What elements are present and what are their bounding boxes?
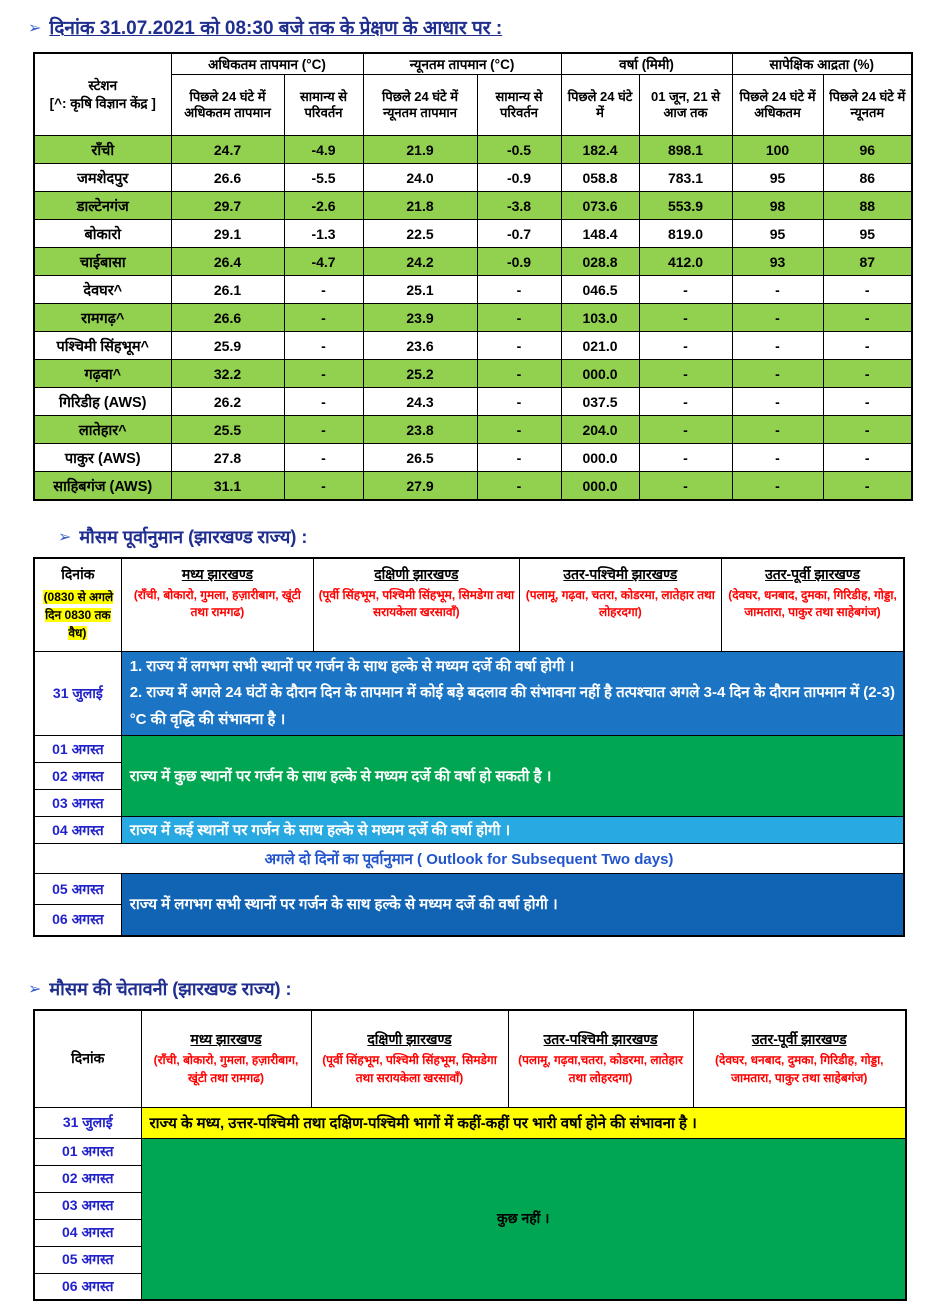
max-temp: 31.1	[171, 472, 284, 501]
rh-max: -	[732, 472, 823, 501]
min-dev: -0.9	[477, 164, 561, 192]
table-row	[34, 332, 912, 360]
warning-text-aug: कुछ नहीं ।	[141, 1138, 906, 1300]
max24-subheader: पिछले 24 घंटे में अधिकतम तापमान	[171, 75, 284, 136]
region-districts: (पूर्वी सिंहभूम, पश्चिमी सिंहभूम, सिमडेगा तथा सरायकेला खरसावाँ)	[317, 587, 515, 622]
date-cell: 01 अगस्त	[34, 1138, 141, 1165]
rh-max: -	[732, 360, 823, 388]
date-cell: 04 अगस्त	[34, 1219, 141, 1246]
rain-cum: 412.0	[639, 248, 732, 276]
table-row	[34, 472, 912, 501]
max-temp: 25.9	[171, 332, 284, 360]
rain-cum: -	[639, 360, 732, 388]
max-dev: -	[284, 276, 363, 304]
warning-table	[33, 1009, 907, 1301]
date-cell: 04 अगस्त	[34, 817, 121, 844]
station-column-header	[34, 53, 171, 136]
station-name: राँची	[34, 136, 171, 164]
max-dev: -	[284, 304, 363, 332]
region-title: मध्य झारखण्ड	[145, 1030, 308, 1049]
rain24-subheader: पिछले 24 घंटे में	[561, 75, 639, 136]
warning-heading-text: मौसम की चेतावनी (झारखण्ड राज्य) :	[49, 977, 291, 1001]
rain-24h: 073.6	[561, 192, 639, 220]
region-title: उतर-पश्चिमी झारखण्ड	[512, 1030, 690, 1049]
rh-min: 87	[823, 248, 912, 276]
region-title: दक्षिणी झारखण्ड	[315, 1030, 505, 1049]
table-row	[34, 388, 912, 416]
rh-min: 96	[823, 136, 912, 164]
region-header-northeast	[693, 1010, 906, 1108]
min-dev: -	[477, 416, 561, 444]
min-temp: 24.2	[363, 248, 477, 276]
station-header-line2: [^: कृषि विज्ञान केंद्र ]	[38, 95, 168, 113]
humidity-group-header: सापेक्षिक आद्रता (%)	[732, 53, 912, 75]
rh-min: -	[823, 360, 912, 388]
observation-heading	[28, 14, 931, 40]
station-name: डाल्टेनगंज	[34, 192, 171, 220]
rain-24h: 103.0	[561, 304, 639, 332]
min-dev: -0.7	[477, 220, 561, 248]
max-temp: 27.8	[171, 444, 284, 472]
warning-text-31jul: राज्य के मध्य, उत्तर-पश्चिमी तथा दक्षिण-पश्चिमी भागों में कहीं-कहीं पर भारी वर्षा होने की संभावना है ।	[141, 1107, 906, 1138]
min-dev: -3.8	[477, 192, 561, 220]
rain-24h: 037.5	[561, 388, 639, 416]
rain-cum: -	[639, 276, 732, 304]
table-row	[34, 192, 912, 220]
max-temp: 32.2	[171, 360, 284, 388]
station-name: बोकारो	[34, 220, 171, 248]
min-temp: 21.8	[363, 192, 477, 220]
table-row	[34, 276, 912, 304]
max-dev: -	[284, 472, 363, 501]
rh-min: 95	[823, 220, 912, 248]
rain-24h: 000.0	[561, 360, 639, 388]
forecast-table	[33, 557, 905, 937]
max-temp-group-header: अधिकतम तापमान (°C)	[171, 53, 363, 75]
min-temp: 24.0	[363, 164, 477, 192]
min-dev: -0.5	[477, 136, 561, 164]
rain-cum: -	[639, 304, 732, 332]
date-header-label: दिनांक	[38, 1049, 138, 1068]
table-row	[34, 164, 912, 192]
min-temp-group-header: न्यूनतम तापमान (°C)	[363, 53, 561, 75]
rh-max: -	[732, 388, 823, 416]
min-temp: 21.9	[363, 136, 477, 164]
date-cell: 06 अगस्त	[34, 905, 121, 936]
rh-min: -	[823, 472, 912, 501]
region-districts: (देवघर, धनबाद, दुमका, गिरिडीह, गोड्डा, जामतारा, पाकुर तथा साहेबगंज)	[697, 1052, 903, 1087]
rh-min: -	[823, 276, 912, 304]
station-name: जमशेदपुर	[34, 164, 171, 192]
region-districts: (देवघर, धनबाद, दुमका, गिरिडीह, गोड्डा, जामतारा, पाकुर तथा साहेबगंज)	[725, 587, 900, 622]
date-cell: 31 जुलाई	[34, 652, 121, 736]
max-dev: -	[284, 388, 363, 416]
forecast-heading	[58, 525, 931, 549]
forecast-line-2: 2. राज्य में अगले 24 घंटों के दौरान दिन के तापमान में कोई बड़े बदलाव की संभावना नहीं है तत्पश्चात अगले 3-4 दिन के दौरान तापमान में (2-3)°C की वृद्धि की संभावना है ।	[130, 680, 895, 733]
rain-24h: 204.0	[561, 416, 639, 444]
date-cell: 02 अगस्त	[34, 763, 121, 790]
station-name: पाकुर (AWS)	[34, 444, 171, 472]
warning-date-header	[34, 1010, 141, 1108]
warning-row-31jul	[34, 1107, 906, 1138]
rain-cum: 898.1	[639, 136, 732, 164]
min-temp: 25.2	[363, 360, 477, 388]
forecast-row-31jul	[34, 652, 904, 736]
station-name: चाईबासा	[34, 248, 171, 276]
table-row	[34, 444, 912, 472]
table-row	[34, 136, 912, 164]
min-dev-subheader: सामान्य से परिवर्तन	[477, 75, 561, 136]
rh-max: -	[732, 304, 823, 332]
rh-max: -	[732, 332, 823, 360]
rh-min: -	[823, 304, 912, 332]
weather-bulletin-page	[0, 14, 931, 1294]
max-temp: 24.7	[171, 136, 284, 164]
table-row	[34, 304, 912, 332]
max-dev: -1.3	[284, 220, 363, 248]
rain-24h: 046.5	[561, 276, 639, 304]
rain-cum-subheader: 01 जून, 21 से आज तक	[639, 75, 732, 136]
station-name: देवघर^	[34, 276, 171, 304]
humidity-max-subheader: पिछले 24 घंटे में अधिकतम	[732, 75, 823, 136]
warning-row-01aug	[34, 1138, 906, 1165]
min-temp: 24.3	[363, 388, 477, 416]
rain-24h: 000.0	[561, 444, 639, 472]
rh-max: 100	[732, 136, 823, 164]
observation-heading-text: दिनांक 31.07.2021 को 08:30 बजे तक के प्रेक्षण के आधार पर :	[49, 14, 502, 40]
forecast-row-04aug	[34, 817, 904, 844]
region-title: मध्य झारखण्ड	[125, 565, 310, 584]
warning-heading	[28, 977, 931, 1001]
humidity-min-subheader: पिछले 24 घंटे में न्यूनतम	[823, 75, 912, 136]
region-title: उतर-पूर्वी झारखण्ड	[697, 1030, 903, 1049]
date-cell: 03 अगस्त	[34, 1192, 141, 1219]
max-temp: 26.6	[171, 164, 284, 192]
rh-max: 95	[732, 220, 823, 248]
max-dev: -	[284, 360, 363, 388]
outlook-title: अगले दो दिनों का पूर्वानुमान ( Outlook for Subsequent Two days)	[34, 844, 904, 874]
min-dev: -	[477, 304, 561, 332]
min-dev: -	[477, 444, 561, 472]
rain-24h: 000.0	[561, 472, 639, 501]
station-name: पश्चिमी सिंहभूम^	[34, 332, 171, 360]
arrow-bullet-icon: ➢	[28, 979, 41, 999]
forecast-row-01aug	[34, 736, 904, 763]
forecast-line-1: 1. राज्य में लगभग सभी स्थानों पर गर्जन के साथ हल्के से मध्यम दर्जे की वर्षा होगी ।	[130, 654, 895, 680]
region-title: उतर-पूर्वी झारखण्ड	[725, 565, 900, 584]
min-temp: 25.1	[363, 276, 477, 304]
region-header-south	[311, 1010, 508, 1108]
min-temp: 23.6	[363, 332, 477, 360]
date-validity-note: (0830 से अगले दिन 0830 तक वैध)	[38, 588, 118, 642]
rh-max: -	[732, 276, 823, 304]
rh-min: -	[823, 416, 912, 444]
rh-min: -	[823, 444, 912, 472]
arrow-bullet-icon: ➢	[28, 18, 41, 38]
table-row	[34, 360, 912, 388]
forecast-text-04aug: राज्य में कई स्थानों पर गर्जन के साथ हल्के से मध्यम दर्जे की वर्षा होगी ।	[121, 817, 904, 844]
date-cell: 05 अगस्त	[34, 1246, 141, 1273]
min24-subheader: पिछले 24 घंटे में न्यूनतम तापमान	[363, 75, 477, 136]
rain-cum: -	[639, 332, 732, 360]
station-name: रामगढ़^	[34, 304, 171, 332]
arrow-bullet-icon: ➢	[58, 527, 71, 547]
region-header-central	[141, 1010, 311, 1108]
region-districts: (पलामू, गढ़वा, चतरा, कोडरमा, लातेहार तथा लोहरदगा)	[523, 587, 718, 622]
max-temp: 26.4	[171, 248, 284, 276]
rh-max: 95	[732, 164, 823, 192]
max-dev: -	[284, 444, 363, 472]
date-cell: 03 अगस्त	[34, 790, 121, 817]
min-temp: 23.9	[363, 304, 477, 332]
min-temp: 23.8	[363, 416, 477, 444]
max-dev: -5.5	[284, 164, 363, 192]
region-header-northeast	[722, 558, 904, 652]
max-temp: 29.1	[171, 220, 284, 248]
rh-max: 98	[732, 192, 823, 220]
min-temp: 22.5	[363, 220, 477, 248]
max-dev: -4.7	[284, 248, 363, 276]
region-header-northwest	[508, 1010, 693, 1108]
forecast-row-05aug	[34, 874, 904, 905]
rh-max: 93	[732, 248, 823, 276]
rh-max: -	[732, 416, 823, 444]
region-header-central	[121, 558, 313, 652]
forecast-date-header	[34, 558, 121, 652]
min-temp: 27.9	[363, 472, 477, 501]
rh-max: -	[732, 444, 823, 472]
station-name: लातेहार^	[34, 416, 171, 444]
rain-24h: 028.8	[561, 248, 639, 276]
max-dev-subheader: सामान्य से परिवर्तन	[284, 75, 363, 136]
region-header-south	[314, 558, 519, 652]
max-dev: -	[284, 416, 363, 444]
observation-table	[33, 52, 913, 501]
date-cell: 02 अगस्त	[34, 1165, 141, 1192]
forecast-text-05-06aug: राज्य में लगभग सभी स्थानों पर गर्जन के साथ हल्के से मध्यम दर्जे की वर्षा होगी ।	[121, 874, 904, 936]
rh-min: -	[823, 388, 912, 416]
region-districts: (पलामू, गढ़वा,चतरा, कोडरमा, लातेहार तथा लोहरदगा)	[512, 1052, 690, 1087]
max-temp: 26.6	[171, 304, 284, 332]
rh-min: 88	[823, 192, 912, 220]
region-districts: (पूर्वी सिंहभूम, पश्चिमी सिंहभूम, सिमडेगा तथा सरायकेला खरसावाँ)	[315, 1052, 505, 1087]
table-row	[34, 248, 912, 276]
region-header-northwest	[519, 558, 721, 652]
station-name: गिरिडीह (AWS)	[34, 388, 171, 416]
min-dev: -	[477, 332, 561, 360]
forecast-text-31jul	[121, 652, 904, 736]
table-row	[34, 416, 912, 444]
min-dev: -0.9	[477, 248, 561, 276]
min-dev: -	[477, 276, 561, 304]
max-temp: 26.1	[171, 276, 284, 304]
rain-cum: 819.0	[639, 220, 732, 248]
rain-cum: -	[639, 416, 732, 444]
outlook-row	[34, 844, 904, 874]
region-title: उतर-पश्चिमी झारखण्ड	[523, 565, 718, 584]
max-temp: 29.7	[171, 192, 284, 220]
date-cell: 05 अगस्त	[34, 874, 121, 905]
region-districts: (राँची, बोकारो, गुमला, हज़ारीबाग, खूंटी तथा रामगढ)	[145, 1052, 308, 1087]
station-header-line1: स्टेशन	[38, 77, 168, 95]
min-temp: 26.5	[363, 444, 477, 472]
rain-cum: -	[639, 472, 732, 501]
table-row	[34, 220, 912, 248]
min-dev: -	[477, 472, 561, 501]
max-dev: -2.6	[284, 192, 363, 220]
rain-24h: 182.4	[561, 136, 639, 164]
rh-min: 86	[823, 164, 912, 192]
rain-24h: 058.8	[561, 164, 639, 192]
max-dev: -	[284, 332, 363, 360]
date-cell: 01 अगस्त	[34, 736, 121, 763]
rain-cum: 783.1	[639, 164, 732, 192]
min-dev: -	[477, 388, 561, 416]
max-temp: 25.5	[171, 416, 284, 444]
rain-24h: 148.4	[561, 220, 639, 248]
rain-24h: 021.0	[561, 332, 639, 360]
date-cell: 06 अगस्त	[34, 1273, 141, 1300]
station-name: गढ़वा^	[34, 360, 171, 388]
forecast-heading-text: मौसम पूर्वानुमान (झारखण्ड राज्य) :	[79, 525, 307, 549]
rain-group-header: वर्षा (मिमी)	[561, 53, 732, 75]
date-cell: 31 जुलाई	[34, 1107, 141, 1138]
region-districts: (राँची, बोकारो, गुमला, हज़ारीबाग, खूंटी तथा रामगढ)	[125, 587, 310, 622]
rh-min: -	[823, 332, 912, 360]
rain-cum: 553.9	[639, 192, 732, 220]
max-dev: -4.9	[284, 136, 363, 164]
rain-cum: -	[639, 444, 732, 472]
rain-cum: -	[639, 388, 732, 416]
min-dev: -	[477, 360, 561, 388]
max-temp: 26.2	[171, 388, 284, 416]
region-title: दक्षिणी झारखण्ड	[317, 565, 515, 584]
date-header-label: दिनांक	[38, 565, 118, 584]
forecast-text-01-03aug: राज्य में कुछ स्थानों पर गर्जन के साथ हल्के से मध्यम दर्जे की वर्षा हो सकती है ।	[121, 736, 904, 817]
station-name: साहिबगंज (AWS)	[34, 472, 171, 501]
